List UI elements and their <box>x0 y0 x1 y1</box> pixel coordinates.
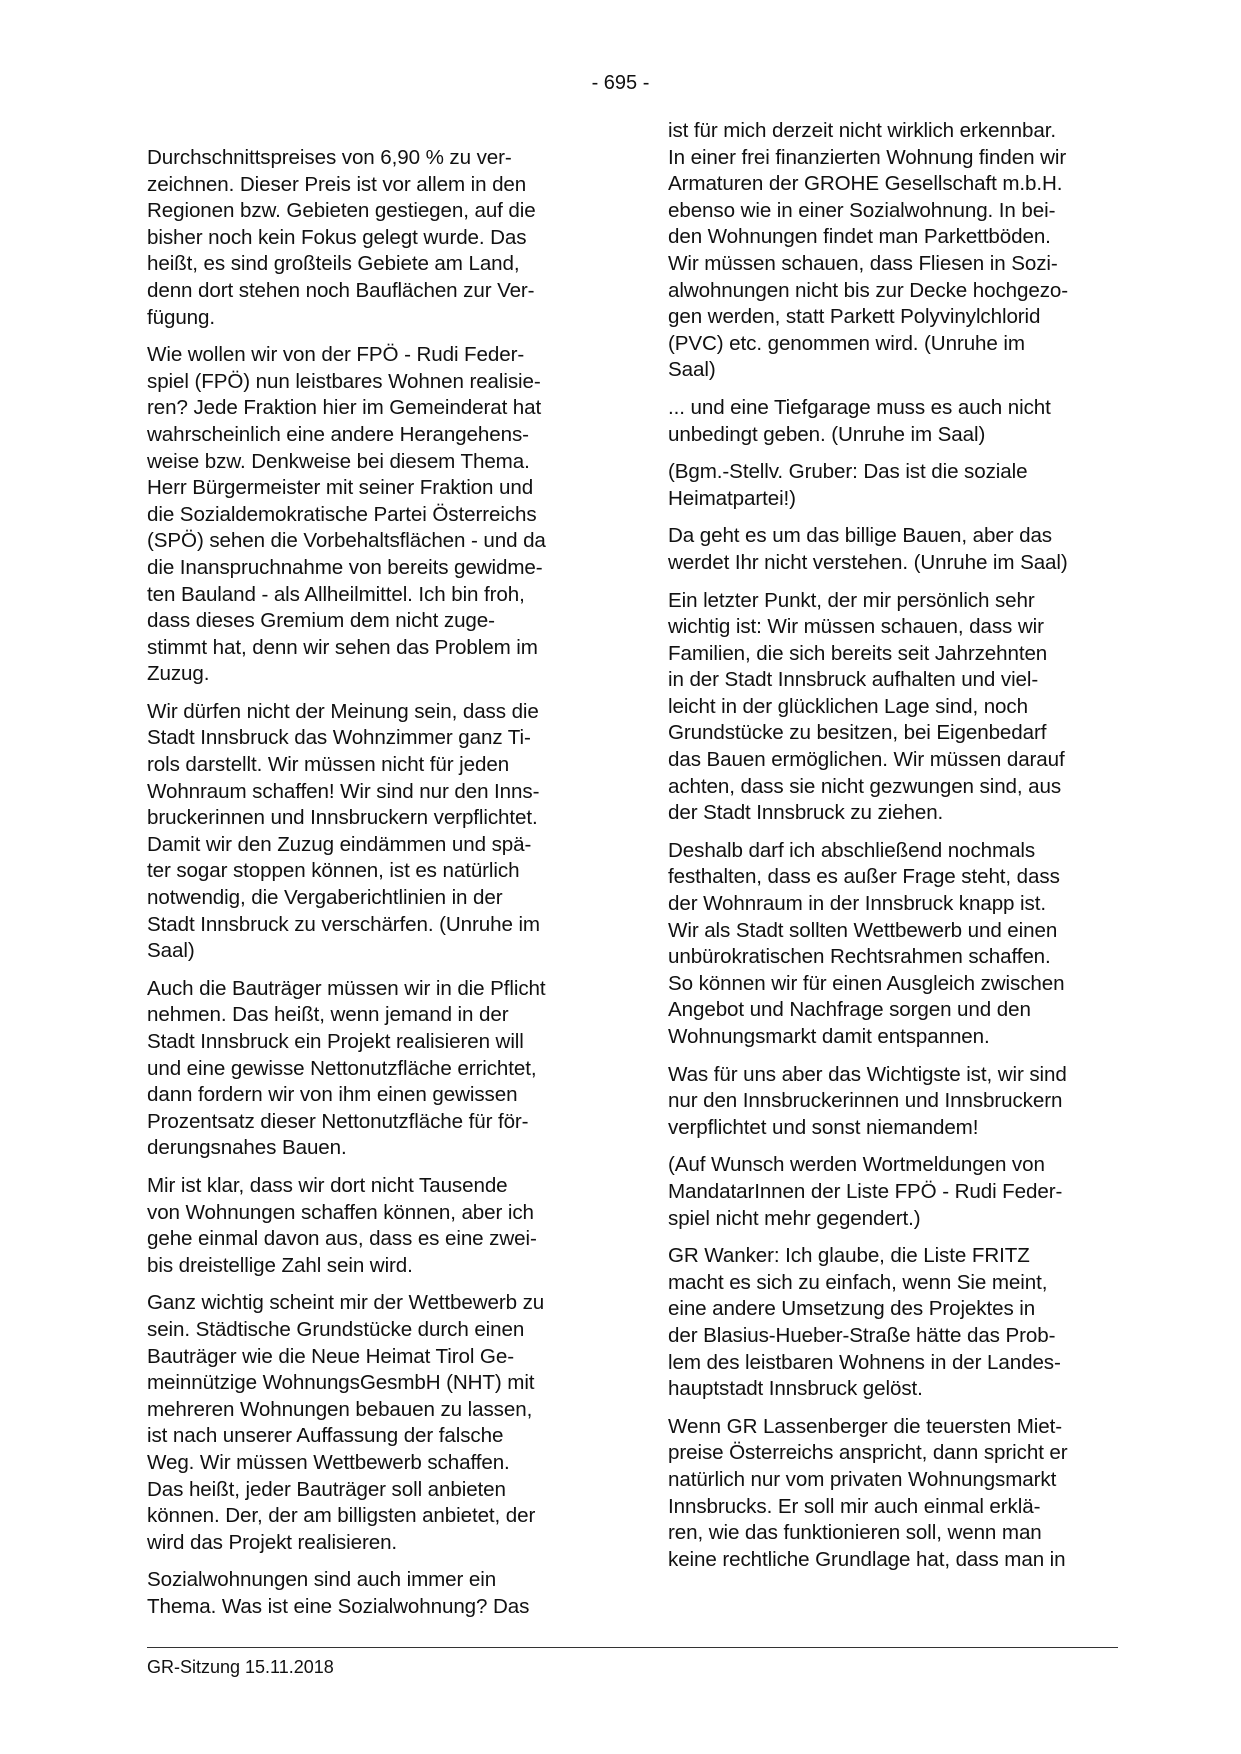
paragraph: Wir dürfen nicht der Meinung sein, dass die Stadt Innsbruck das Wohnzimmer ganz Ti- rols darstellt. Wir müssen nicht für jeden Wohnraum schaffen! Wir sind nur den Inns- bruckerinnen und Innsbruckern verpflichtet. Damit wir den Zuzug eindämmen und spä- ter sogar stoppen können, ist es natürlich notwendig, die Vergaberichtlinien in der Stadt Innsbruck zu verschärfen. (Unruhe im Saal) <box>147 699 540 963</box>
paragraph: Deshalb darf ich abschließend nochmals festhalten, dass es außer Frage steht, dass der Wohnraum in der Innsbruck knapp ist. Wir als Stadt sollten Wettbewerb und einen unbürokratischen Rechtsrahmen schaffen. So können wir für einen Ausgleich zwischen Angebot und Nachfrage sorgen und den Wohnungsmarkt damit entspannen. <box>668 838 1065 1048</box>
left-column <box>147 145 597 1631</box>
footer-session-date: GR-Sitzung 15.11.2018 <box>147 1657 334 1677</box>
paragraph: ... und eine Tiefgarage muss es auch nicht unbedingt geben. (Unruhe im Saal) <box>668 395 1051 446</box>
paragraph: Sozialwohnungen sind auch immer ein Thema. Was ist eine Sozialwohnung? Das <box>147 1568 530 1618</box>
page-number: - 695 - <box>591 72 650 94</box>
paragraph: Mir ist klar, dass wir dort nicht Tausende von Wohnungen schaffen können, aber ich gehe einmal davon aus, dass es eine zwei- bis dreistellige Zahl sein wird. <box>147 1173 537 1277</box>
paragraph: (Bgm.-Stellv. Gruber: Das ist die soziale Heimatpartei!) <box>668 460 1028 510</box>
paragraph: Ein letzter Punkt, der mir persönlich sehr wichtig ist: Wir müssen schauen, dass wir Familien, die sich bereits seit Jahrzehnten in der Stadt Innsbruck aufhalten und viel- leicht in der glücklichen Lage sind, noch Grundstücke zu besitzen, bei Eigenbedarf das Bauen ermöglichen. Wir müssen darauf achten, dass sie nicht gezwungen sind, aus der Stadt Innsbruck zu ziehen. <box>668 588 1065 825</box>
paragraph: Wenn GR Lassenberger die teuersten Miet- preise Österreichs anspricht, dann spricht er natürlich nur vom privaten Wohnungsmarkt Innsbrucks. Er soll mir auch einmal erklä- ren, wie das funktionieren soll, wenn man keine rechtliche Grundlage hat, dass man in <box>668 1414 1068 1571</box>
paragraph: ist für mich derzeit nicht wirklich erkennbar. In einer frei finanzierten Wohnung finden wir Armaturen der GROHE Gesellschaft m.b.H. ebenso wie in einer Sozialwohnung. In bei- den Wohnungen findet man Parkettböden. Wir müssen schauen, dass Fliesen in Sozi- alwohnungen nicht bis zur Decke hochgezo- gen werden, statt Parkett Polyvinylchlorid (PVC) etc. genommen wird. (Unruhe im Saal) <box>668 119 1069 382</box>
paragraph: (Auf Wunsch werden Wortmeldungen von MandatarInnen der Liste FPÖ - Rudi Feder- spiel nicht mehr gegendert.) <box>668 1153 1063 1230</box>
footer-divider <box>147 1647 1118 1648</box>
paragraph: Auch die Bauträger müssen wir in die Pflicht nehmen. Das heißt, wenn jemand in der Stadt Innsbruck ein Projekt realisieren will und eine gewisse Nettonutzfläche errichtet, dann fordern wir von ihm einen gewissen Prozentsatz dieser Nettonutzfläche für för- derungsnahes Bauen. <box>147 976 546 1160</box>
paragraph: Was für uns aber das Wichtigste ist, wir sind nur den Innsbruckerinnen und Innsbruckern verpflichtet und sonst niemandem! <box>668 1062 1067 1139</box>
paragraph: Ganz wichtig scheint mir der Wettbewerb zu sein. Städtische Grundstücke durch einen Bauträger wie die Neue Heimat Tirol Ge- meinnützige WohnungsGesmbH (NHT) mit mehreren Wohnungen bebauen zu lassen, ist nach unserer Auffassung der falsche Weg. Wir müssen Wettbewerb schaffen. Das heißt, jeder Bauträger soll anbieten können. Der, der am billigsten anbietet, der wird das Projekt realisieren. <box>147 1291 545 1554</box>
right-column <box>668 118 1118 1584</box>
paragraph: Wie wollen wir von der FPÖ - Rudi Feder- spiel (FPÖ) nun leistbares Wohnen realisie- ren? Jede Fraktion hier im Gemeinderat hat wahrscheinlich eine andere Herangehens- weise bzw. Denkweise bei diesem Thema. Herr Bürgermeister mit seiner Fraktion und die Sozialdemokratische Partei Österreichs (SPÖ) sehen die Vorbehaltsflächen - und da die Inanspruchnahme von bereits gewidme- ten Bauland - als Allheilmittel. Ich bin froh, dass dieses Gremium dem nicht zuge- stimmt hat, denn wir sehen das Problem im Zuzug. <box>147 343 546 686</box>
paragraph: Da geht es um das billige Bauen, aber das werdet Ihr nicht verstehen. (Unruhe im Saal) <box>668 524 1068 574</box>
paragraph: GR Wanker: Ich glaube, die Liste FRITZ macht es sich zu einfach, wenn Sie meint, eine andere Umsetzung des Projektes in der Blasius-Hueber-Straße hätte das Prob- lem des leistbaren Wohnens in der Landes- hauptstadt Innsbruck gelöst. <box>668 1244 1061 1401</box>
paragraph: Durchschnittspreises von 6,90 % zu ver- zeichnen. Dieser Preis ist vor allem in den Regionen bzw. Gebieten gestiegen, auf die bisher noch kein Fokus gelegt wurde. Das heißt, es sind großteils Gebiete am Land, denn dort stehen noch Bauflächen zur Ver- fügung. <box>147 146 536 329</box>
